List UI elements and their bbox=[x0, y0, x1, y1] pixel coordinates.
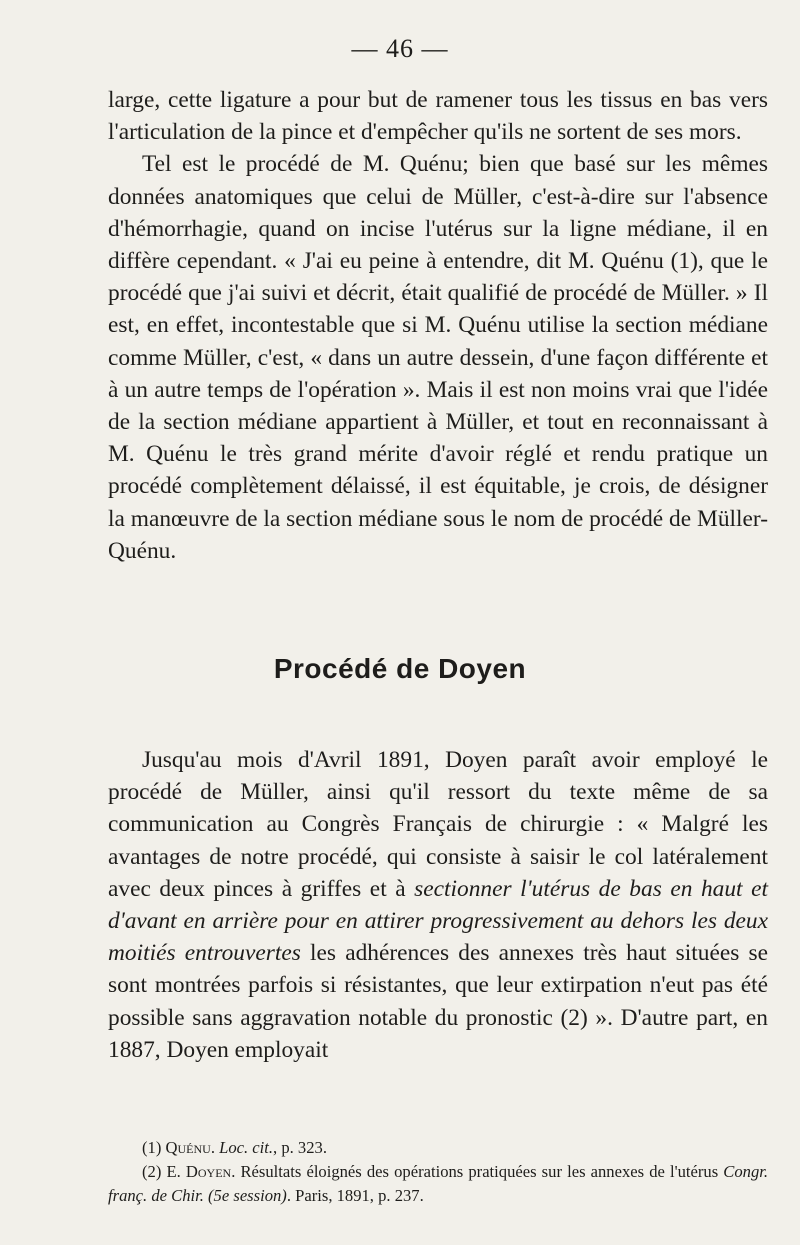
paragraph-doyen-italic: sectionner l'utérus de bas en haut et d'avant en arrière pour en attirer progressivement au dehors les deux moitiés entrouvertes bbox=[108, 875, 768, 967]
footnote-1-reference: Loc. cit. bbox=[219, 1138, 274, 1157]
footnote-1 bbox=[108, 1136, 768, 1160]
paragraph-doyen-end: les adhérences des annexes très haut situées se sont montrées parfois si résistantes, que leur extirpation n'eut pas été possible sans aggravation notable du pronostic (2) ». D'autre part, en 1887, Doyen employait bbox=[108, 940, 769, 1063]
section-heading: Procédé de Doyen bbox=[273, 653, 527, 684]
body-text-doyen bbox=[108, 744, 768, 1066]
footnote-2-title: . Résultats éloignés des opérations pratiquées sur les annexes de l'utérus bbox=[231, 1162, 724, 1181]
footnote-1-author: Quénu bbox=[165, 1138, 211, 1157]
footnote-2-journal: Congr. franç. de Chir. (5e session) bbox=[108, 1162, 769, 1205]
footnote-1-page: , p. 323. bbox=[273, 1138, 327, 1157]
paragraph-doyen-start: Jusqu'au mois d'Avril 1891, Doyen paraît avoir employé le procédé de Müller, ainsi qu'il ressort du texte même de sa communication au Congrès Français de chirurgie : « Malgré les avantages de notre procédé, qui consiste à saisir le col latéralement avec deux pinces à griffes et à bbox=[108, 747, 768, 902]
page-number: — 46 — bbox=[351, 34, 449, 63]
footnote-2-number: (2) bbox=[142, 1162, 167, 1181]
paragraph-continuation: large, cette ligature a pour but de ramener tous les tissus en bas vers l'articulation de la pince et d'empêcher qu'ils ne sortent de ses mors. bbox=[108, 87, 768, 146]
paragraph-doyen bbox=[108, 744, 768, 1066]
footnote-1-separator: . bbox=[210, 1138, 220, 1157]
body-text-top bbox=[108, 84, 768, 567]
footnote-2-publication: . Paris, 1891, p. 237. bbox=[286, 1186, 424, 1205]
paragraph-quenu-procedure: Tel est le procédé de M. Quénu; bien que basé sur les mêmes données anatomiques que celui de Müller, c'est-à-dire sur l'absence d'hémorrhagie, quand on incise l'utérus sur la ligne médiane, il en diffère cependant. « J'ai eu peine à entendre, dit M. Quénu (1), que le procédé que j'ai suivi et décrit, était qualifié de procédé de Müller. » Il est, en effet, incontestable que si M. Quénu utilise la section médiane comme Müller, c'est, « dans un autre dessein, d'une façon différente et à un autre temps de l'opération ». Mais il est non moins vrai que l'idée de la section médiane appartient à Müller, et tout en reconnaissant à M. Quénu le très grand mérite d'avoir réglé et rendu pratique un procédé complètement délaissé, il est équitable, je crois, de désigner la manœuvre de la section médiane sous le nom de procédé de Müller-Quénu. bbox=[108, 151, 768, 564]
footnote-2-author: E. Doyen bbox=[166, 1162, 232, 1181]
footnote-1-number: (1) bbox=[142, 1138, 166, 1157]
footnote-2 bbox=[108, 1160, 768, 1208]
footnotes bbox=[108, 1136, 768, 1208]
